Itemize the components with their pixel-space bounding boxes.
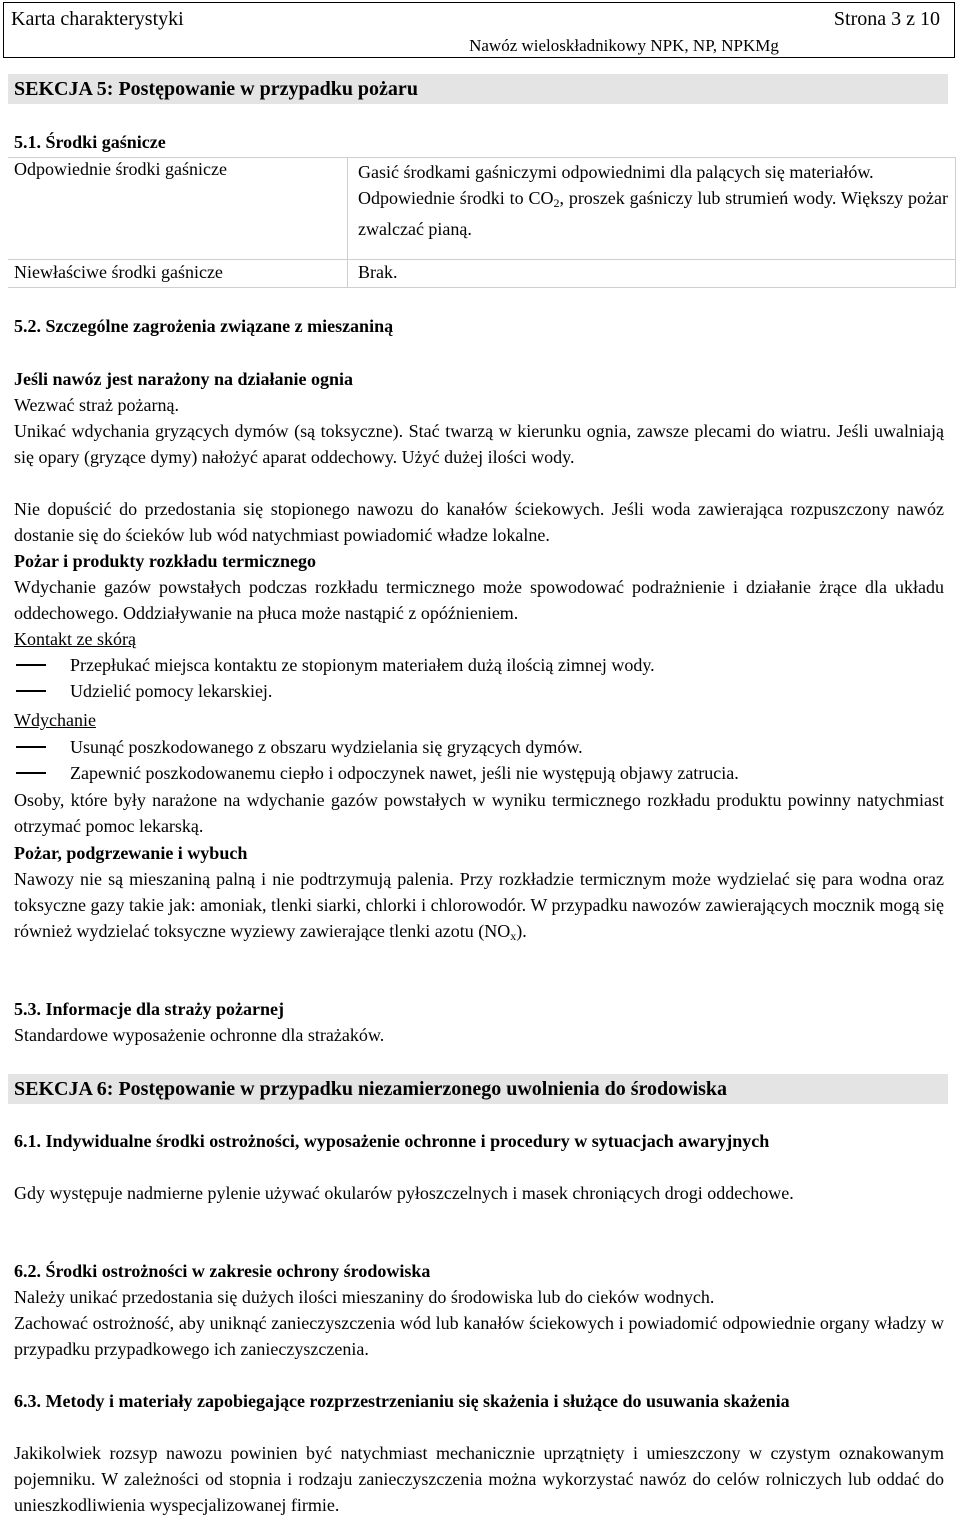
subsection-6-1-text: Gdy występuje nadmierne pylenie używać okularów pyłoszczelnych i masek chroniących drogi oddechowe. xyxy=(14,1183,794,1203)
suitable-media-line-2: Odpowiednie środki to $CO_2$, proszek gaśniczy lub strumień wody. Większy pożar zwalczać pianą. xyxy=(358,188,948,239)
subsection-6-2-heading: 6.2. Środki ostrożności w zakresie ochrony środowiska xyxy=(14,1261,431,1281)
suitable-media-value xyxy=(358,159,948,242)
inhalation-list xyxy=(14,734,944,786)
exposed-persons-paragraph: Osoby, które były narażone na wdychanie gazów powstałych w wyniku termicznego rozkładu produktu powinny natychmiast otrzymać pomoc lekarską. xyxy=(14,790,944,836)
list-item: Przepłukać miejsca kontaktu ze stopionym materiałem dużą ilością zimnej wody. xyxy=(14,652,944,678)
suitable-media-line-1: Gasić środkami gaśniczymi odpowiednimi dla palących się materiałów. xyxy=(358,162,874,182)
inhalation-heading: Wdychanie xyxy=(14,710,96,730)
fire-heating-paragraph: Nawozy nie są mieszaniną palną i nie podtrzymują palenia. Przy rozkładzie termicznym może wydzielać się para wodna oraz toksyczne gazy takie jak: amoniak, tlenki siarki, chlorki i chlorowodór. W przypadku nawozów zawierających mocznik mogą się również wydzielać toksyczne wyziewy zawierające tlenki azotu $(NO_x)$. xyxy=(14,869,944,943)
unsuitable-media-value: Brak. xyxy=(358,262,398,282)
list-item: Usunąć poszkodowanego z obszaru wydzielania się gryzących dymów. xyxy=(14,734,944,760)
document-type: Karta charakterystyki xyxy=(11,8,184,30)
section-5-title: SEKCJA 5: Postępowanie w przypadku pożaru xyxy=(8,74,948,104)
unsuitable-media-label: Niewłaściwe środki gaśnicze xyxy=(14,262,223,282)
call-fire-brigade-text: Wezwać straż pożarną. xyxy=(14,395,179,415)
subsection-6-2-text-1: Należy unikać przedostania się dużych ilości mieszaniny do środowiska lub do cieków wodnych. xyxy=(14,1287,715,1307)
page-header xyxy=(3,2,955,58)
dash-bullet xyxy=(16,690,46,692)
prevent-drainage-paragraph: Nie dopuścić do przedostania się stopionego nawozu do kanałów ściekowych. Jeśli woda zawierająca rozpuszczony nawóz dostanie się do ścieków lub wód natychmiast powiadomić władze lokalne. xyxy=(14,499,944,545)
skin-contact-list xyxy=(14,652,944,704)
decomposition-heading: Pożar i produkty rozkładu termicznego xyxy=(14,551,316,571)
dash-bullet xyxy=(16,746,46,748)
skin-contact-heading: Kontakt ze skórą xyxy=(14,629,136,649)
product-name: Nawóz wieloskładnikowy NPK, NP, NPKMg xyxy=(469,36,779,55)
fire-exposure-heading: Jeśli nawóz jest narażony na działanie ognia xyxy=(14,369,354,389)
list-item: Udzielić pomocy lekarskiej. xyxy=(14,678,944,704)
subsection-5-1-heading: 5.1. Środki gaśnicze xyxy=(14,132,166,152)
subsection-6-3-text: Jakikolwiek rozsyp nawozu powinien być natychmiast mechanicznie uprzątnięty i umieszczony w czystym oznakowanym pojemniku. W zależności od stopnia i rodzaju zanieczyszczenia można wykorzystać nawóz do celów rolniczych lub oddać do unieszkodliwienia wyspecjalizowanej firmie. xyxy=(14,1443,944,1515)
page-number: Strona 3 z 10 xyxy=(833,8,940,30)
section-6-title: SEKCJA 6: Postępowanie w przypadku niezamierzonego uwolnienia do środowiska xyxy=(8,1074,948,1104)
subsection-5-3-heading: 5.3. Informacje dla straży pożarnej xyxy=(14,999,284,1019)
firefighter-equipment-text: Standardowe wyposażenie ochronne dla strażaków. xyxy=(14,1025,385,1045)
subsection-6-3-heading: 6.3. Metody i materiały zapobiegające rozprzestrzenianiu się skażenia i służące do usuwania skażenia xyxy=(14,1391,790,1411)
subsection-5-2-heading: 5.2. Szczególne zagrożenia związane z mieszaniną xyxy=(14,316,394,336)
list-item: Zapewnić poszkodowanemu ciepło i odpoczynek nawet, jeśli nie występują objawy zatrucia. xyxy=(14,760,944,786)
subsection-6-2-text-2: Zachować ostrożność, aby uniknąć zanieczyszczenia wód lub kanałów ściekowych i powiadomić odpowiednie organy władzy w przypadku przypadkowego ich zanieczyszczenia. xyxy=(14,1313,944,1359)
decomposition-paragraph: Wdychanie gazów powstałych podczas rozkładu termicznego może spowodować podrażnienie i działanie żrące dla układu oddechowego. Oddziaływanie na płuca może nastąpić z opóźnieniem. xyxy=(14,577,944,623)
dash-bullet xyxy=(16,772,46,774)
suitable-media-label: Odpowiednie środki gaśnicze xyxy=(14,159,227,179)
fire-heating-explosion-heading: Pożar, podgrzewanie i wybuch xyxy=(14,843,248,863)
dash-bullet xyxy=(16,664,46,666)
avoid-fumes-paragraph: Unikać wdychania gryzących dymów (są toksyczne). Stać twarzą w kierunku ognia, zawsze plecami do wiatru. Jeśli uwalniają się opary (gryzące dymy) nałożyć aparat oddechowy. Użyć dużej ilości wody. xyxy=(14,421,944,467)
extinguishing-media-table xyxy=(8,157,956,288)
subsection-6-1-heading: 6.1. Indywidualne środki ostrożności, wyposażenie ochronne i procedury w sytuacjach awaryjnych xyxy=(14,1131,770,1151)
